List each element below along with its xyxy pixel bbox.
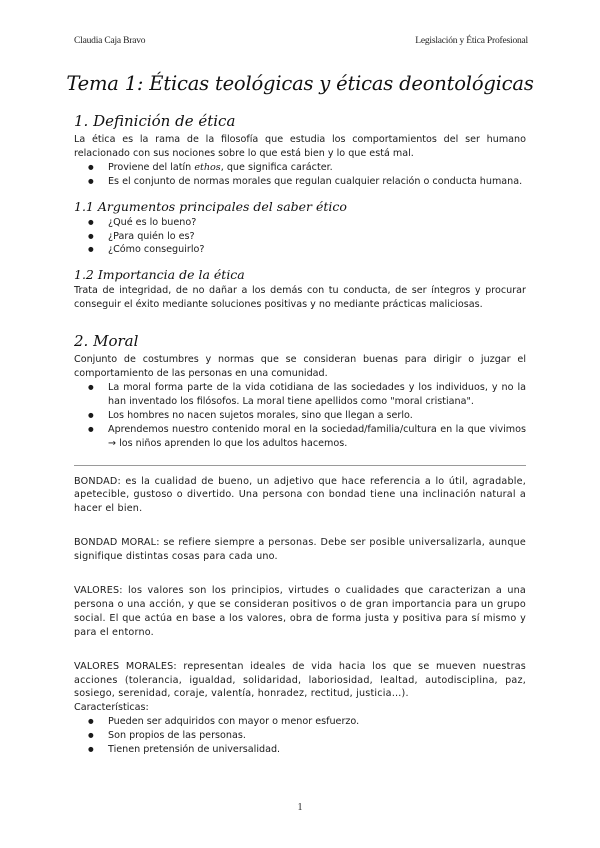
- section-1-1-heading: 1.1 Argumentos principales del saber ético: [74, 198, 347, 214]
- bullet-text: Proviene del latín: [108, 161, 195, 173]
- section-1-2-heading: 1.2 Importancia de la ética: [74, 267, 245, 283]
- list-item: [108, 161, 526, 175]
- page-header: [74, 36, 528, 48]
- section-1-heading: 1. Definición de ética: [74, 112, 236, 130]
- definition-bondad-moral: BONDAD MORAL: se refiere siempre a personas. Debe ser posible universalizarla, aunque signifique distintas cosas para cada uno.: [74, 537, 526, 563]
- page-number: 1: [297, 802, 303, 813]
- list-item: ● ¿Cómo conseguirlo?: [108, 243, 526, 257]
- list-item: ● Aprendemos nuestro contenido moral en la sociedad/familia/cultura en la que vivimos → los niños aprenden lo que los adultos hacemos.: [108, 423, 526, 451]
- section-1-list: [74, 161, 526, 189]
- definition-valores-morales: VALORES MORALES: representan ideales de vida hacia los que se mueven nuestras acciones (tolerancia, igualdad, solidaridad, laboriosidad, lealtad, autodisciplina, paz, sosiego, serenidad, coraje, valentía, honradez, rectitud, justicia…).: [74, 660, 526, 700]
- ethos-term: ethos: [194, 161, 221, 173]
- definition-valores: VALORES: los valores son los principios, virtudes o cualidades que caracterizan a una persona o una acción, y que se consideran positivos o de gran importancia para un grupo social. El que actúa en base a los valores, obra de forma justa y positiva para sí mismo y para el entorno.: [74, 585, 526, 638]
- document-title: Tema 1: Éticas teológicas y éticas deontológicas: [66, 72, 534, 95]
- list-item: ● Tienen pretensión de universalidad.: [108, 743, 526, 757]
- list-item: ● La moral forma parte de la vida cotidiana de las sociedades y los individuos, y no la han inventado los filósofos. La moral tiene apellidos como "moral cristiana".: [108, 381, 526, 409]
- header-author: Claudia Caja Bravo: [74, 36, 146, 46]
- section-1-2-text: Trata de integridad, de no dañar a los demás con tu conducta, de ser íntegros y procurar conseguir el éxito mediante soluciones positivas y no mediante prácticas maliciosas.: [74, 285, 526, 311]
- list-item: ● Es el conjunto de normas morales que regulan cualquier relación o conducta humana.: [108, 175, 526, 189]
- list-item: ● ¿Qué es lo bueno?: [108, 216, 526, 230]
- section-2-list: [74, 381, 526, 451]
- list-item: ● ¿Para quién lo es?: [108, 230, 526, 244]
- bullet-text: , que significa carácter.: [220, 161, 333, 173]
- caracteristicas-list: [74, 715, 526, 757]
- list-item: ● Son propios de las personas.: [108, 729, 526, 743]
- section-2-heading: 2. Moral: [74, 332, 139, 351]
- list-item: ● Los hombres no nacen sujetos morales, sino que llegan a serlo.: [108, 409, 526, 423]
- section-1-1-list: [74, 216, 526, 258]
- caracteristicas-label: Características:: [74, 702, 149, 714]
- section-1-intro: La ética es la rama de la filosofía que estudia los comportamientos del ser humano relacionado con sus nociones sobre lo que está bien y lo que está mal.: [74, 134, 526, 159]
- section-2-intro: Conjunto de costumbres y normas que se consideran buenas para dirigir o juzgar el comportamiento de las personas en una comunidad.: [74, 354, 526, 380]
- document-body: [74, 112, 526, 757]
- definition-bondad: BONDAD: es la cualidad de bueno, un adjetivo que hace referencia a lo útil, agradable, apetecible, gustoso o divertido. Una persona con bondad tiene una inclinación natural a hacer el bien.: [74, 475, 526, 515]
- header-course: Legislación y Ética Profesional: [415, 36, 528, 46]
- horizontal-divider: [74, 465, 526, 466]
- list-item: ● Pueden ser adquiridos con mayor o menor esfuerzo.: [108, 715, 526, 729]
